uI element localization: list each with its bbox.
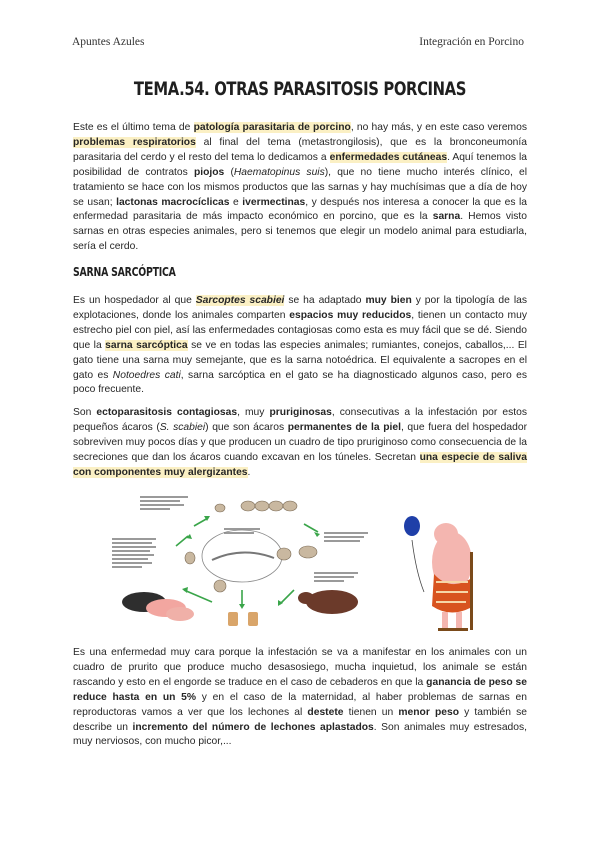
cycle-arrows xyxy=(176,518,318,606)
caption-blocks xyxy=(112,496,368,582)
pig-group xyxy=(122,592,194,621)
paragraph-ectoparasitosis: Son ectoparasitosis contagiosas, muy pruriginosas, consecutivas a la infestación por estos pequeños ácaros (S. scabiei) que son ácaros permanentes de la piel, que fuera del hospedador sobreviven muy pocos días y que producen un cuadro de tipo pruriginoso como consecuencia de la secreciones que dan los ácaros cuando excavan en los túneles. Secretan una especie de saliva con componentes muy alergizantes. xyxy=(73,407,527,478)
balloon xyxy=(404,516,420,536)
pig-cartoon xyxy=(390,512,476,636)
paragraph-host: Es un hospedador al que Sarcoptes scabiei se ha adaptado muy bien y por la tipología de las explotaciones, donde los animales comparten espacios muy reducidos, tienen un contacto muy estrecho piel con piel, así las enfermedades contagiosas como esta es muy fácil que se dé. Siendo que la sarna sarcóptica se ve en todas las especies animales; rumiantes, conejos, caballos,... El gato tiene una sarna muy semejante, que es la sarna notoédrica. El equivalente a sacropes en el gato es Notoedres cati, sarna sarcóptica en el gato se ha diagnosticado algunos caso, pero es poco frecuente. xyxy=(73,295,527,396)
lesion-samples xyxy=(228,612,258,626)
intro-paragraph: Este es el último tema de patología parasitaria de porcino, no hay más, y en este caso veremos problemas respiratorios al final del tema (metastrongilosis), que es la bronconeumonía parasitaria del cerdo y el resto del tema lo dedicamos a enfermedades cutáneas. Aquí tenemos la posibilidad de contratos piojos (Haematopinus suis), que no tiene mucho interés clínico, el tratamiento se hace con los mismos productos que las sarnas y hay muchísimas que a día de hoy se usan; lactonas macrocíclicas e ivermectinas, y después nos interesa a conocer la que es la enfermedad parasitaria de más impacto económico en porcino, que es la sarna. Hemos visto sarnas en otras especies animales, pero si tenemos que elegir un modelo animal para estudiarla, sería el cerdo. xyxy=(73,122,528,253)
dark-pig xyxy=(298,590,358,614)
mite-burrow xyxy=(212,552,274,560)
header-left: Apuntes Azules xyxy=(72,36,145,48)
balloon-string xyxy=(412,540,424,592)
section-title: SARNA SARCÓPTICA xyxy=(73,265,176,279)
life-cycle-diagram xyxy=(108,494,376,634)
paragraph-economic-impact: Es una enfermedad muy cara porque la infestación se va a manifestar en los animales con un cuadro de prurito que produce mucho desasosiego, mucha inquietud, los animale se están rascando y esto en el engorde se traduce en el caso de cebaderos en que la ganancia de peso se reduce hasta en un 5% y en el caso de la maternidad, al haber problemas de sarnas en reproductoras vamos a ver que los lechones al destete tienen un menor peso y también se describe un incremento del número de lechones aplastados. Son animales muy estresados, muy nerviosos, con mucho picor,... xyxy=(73,647,528,748)
header-right: Integración en Porcino xyxy=(419,36,524,48)
page-title: TEMA.54. OTRAS PARASITOSIS PORCINAS xyxy=(133,78,467,100)
